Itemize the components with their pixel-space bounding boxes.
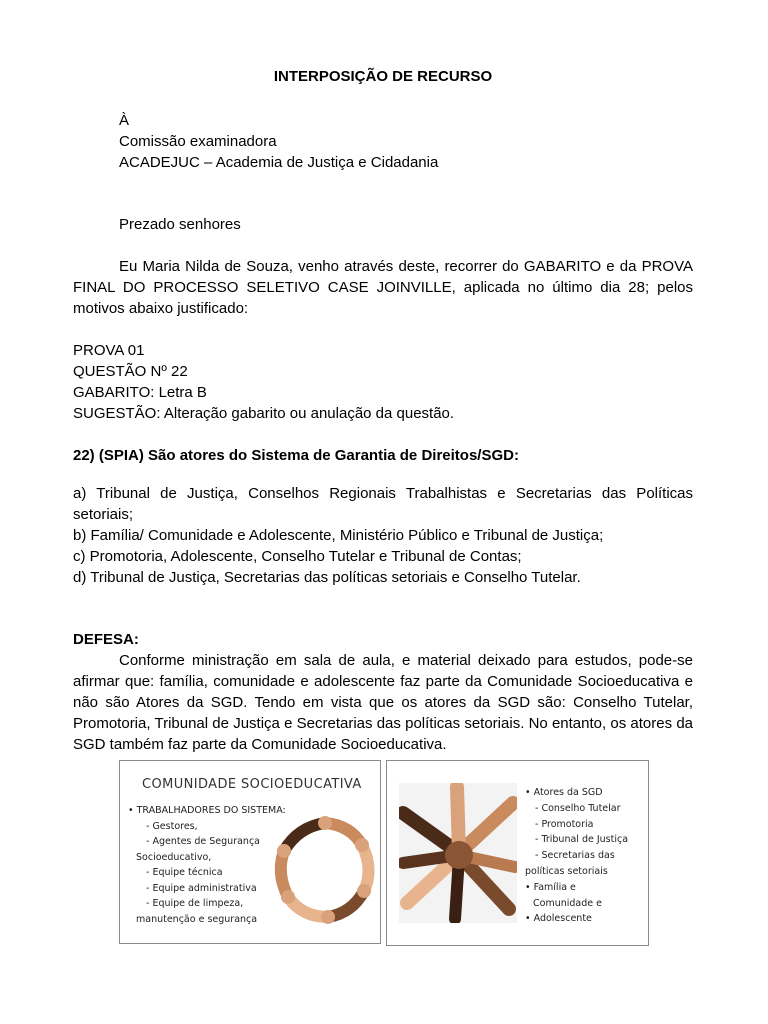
slide-atores-sgd [386,760,649,946]
slide1-line: - Equipe administrativa [146,882,257,894]
slide1-line: - Gestores, [146,820,198,832]
addressee-block [73,110,739,173]
hands-circle-image [270,811,380,929]
detail-line: PROVA 01 [73,342,145,359]
slide2-line: Comunidade e [533,897,602,909]
question-options [73,483,693,588]
defense-heading: DEFESA: [73,631,139,648]
slide1-line: - Agentes de Segurança [146,836,260,847]
slide1-line: - Equipe técnica [146,867,223,878]
defense-paragraph: Conforme ministração em sala de aula, e material deixado para estudos, pode-se afirmar que: família, comunidade e adolescente faz parte da Comunidade Socioeducativa e não são Atores da SGD. Tendo em vista que os atores da SGD são: Conselho Tutelar, Promotoria, Tribunal de Justiça e Secretarias das políticas setoriais. No entanto, os atores da SGD também faz parte da Comunidade Socioeducativa. [73,652,693,753]
slide1-line: • TRABALHADORES DO SISTEMA: [128,805,286,816]
intro-paragraph: Eu Maria Nilda de Souza, venho através deste, recorrer do GABARITO e da PROVA FINAL DO PROCESSO SELETIVO CASE JOINVILLE, aplicada no último dia 28; pelos motivos abaixo justificado: [73,258,693,317]
slide1-list [128,803,286,927]
slide2-line: • Família e [525,881,576,893]
option-b: b) Família/ Comunidade e Adolescente, Ministério Público e Tribunal de Justiça; [73,527,604,544]
addressee-line: À [119,112,130,129]
detail-line: QUESTÃO Nº 22 [73,363,188,380]
slide2-line: • Adolescente [525,913,592,925]
option-a: a) Tribunal de Justiça, Conselhos Regionais Trabalhistas e Secretarias das Políticas setoriais; [73,485,693,523]
stacked-hands-image [399,783,517,923]
salutation: Prezado senhores [119,216,241,233]
slide1-line: - Equipe de limpeza, [146,898,244,909]
slide2-line: • Atores da SGD [525,787,603,798]
slide-comunidade-socioeducativa [119,760,381,944]
slide2-line: - Conselho Tutelar [535,802,621,814]
option-c: c) Promotoria, Adolescente, Conselho Tutelar e Tribunal de Contas; [73,548,522,565]
detail-line: SUGESTÃO: Alteração gabarito ou anulação da questão. [73,405,455,422]
slide2-line: políticas setoriais [525,865,608,877]
question-heading: 22) (SPIA) São atores do Sistema de Garantia de Direitos/SGD: [73,447,519,464]
slide2-line: - Tribunal de Justiça [535,834,629,846]
addressee-line: ACADEJUC – Academia de Justiça e Cidadania [119,154,439,171]
option-d: d) Tribunal de Justiça, Secretarias das políticas setoriais e Conselho Tutelar. [73,569,581,586]
slide2-list [525,785,628,927]
slide2-line: - Promotoria [535,818,594,830]
document-title: INTERPOSIÇÃO DE RECURSO [273,68,493,85]
exam-details [73,340,693,424]
addressee-line: Comissão examinadora [119,133,277,150]
slide-title: COMUNIDADE SOCIOEDUCATIVA [142,777,362,792]
slide2-line: - Secretarias das [535,850,615,862]
slide1-line: Socioeducativo, [136,851,212,863]
slide1-line: manutenção e segurança [136,913,258,925]
detail-line: GABARITO: Letra B [73,384,207,401]
